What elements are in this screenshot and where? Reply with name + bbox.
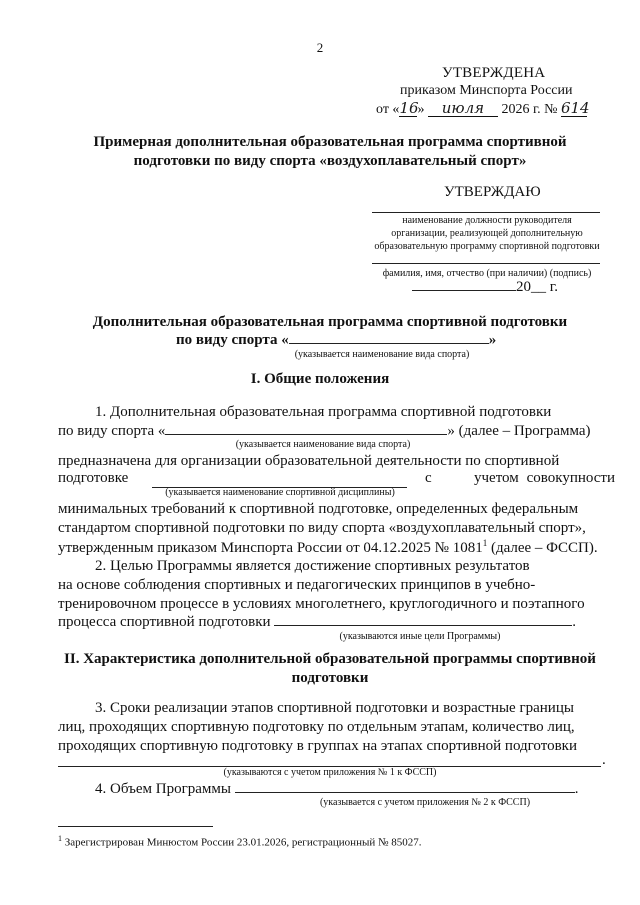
s1-p1-l5: минимальных требований к спортивной подготовке, определенных федеральным <box>58 501 579 517</box>
page-number: 2 <box>316 40 324 55</box>
approve-caption-l2: организации, реализующей дополнительную <box>391 228 583 239</box>
s1-caption-discipline: (указывается наименование спортивной дисциплины) <box>165 487 395 498</box>
s1-p2-l1: 2. Целью Программы является достижение спортивных результатов <box>95 558 530 574</box>
s2-p4-suffix: . <box>574 781 579 797</box>
approve-caption-name: фамилия, имя, отчество (при наличии) (подпись) <box>382 268 592 279</box>
doc-sport-field <box>289 343 489 344</box>
approval-day: 16 <box>399 99 419 117</box>
s1-p1-l7-suffix: (далее – ФССП). <box>487 540 598 556</box>
section2-heading-l1: II. Характеристика дополнительной образовательной программы спортивной <box>64 651 596 667</box>
program-title <box>60 133 600 171</box>
s1-p1-l1: 1. Дополнительная образовательная программа спортивной подготовки <box>95 404 552 420</box>
s2-caption-ages: (указываются с учетом приложения № 1 к ФССП) <box>223 767 437 778</box>
s1-p1-suffix: » (далее – Программа) <box>447 423 591 439</box>
approval-date-line <box>376 99 590 119</box>
s1-p1-l4-c: с <box>425 470 432 486</box>
s1-p2-l2: на основе соблюдения спортивных и педагогических принципов в учебно- <box>58 577 536 593</box>
section2-heading-l2: подготовки <box>291 670 369 686</box>
doc-title-caption: (указывается наименование вида спорта) <box>294 349 470 360</box>
approval-from: от « <box>376 102 400 117</box>
s1-p1-l6: стандартом спортивной подготовки по виду спорта «воздухоплавательный спорт», <box>58 520 586 536</box>
s1-p2-l4-suffix: . <box>572 614 577 630</box>
approval-order-line: приказом Минспорта России <box>400 83 573 98</box>
doc-title-suffix: » <box>488 332 497 348</box>
s1-p1-l7 <box>58 538 598 557</box>
approve-date <box>412 279 558 296</box>
doc-title-line1: Дополнительная образовательная программа спортивной подготовки <box>92 314 568 330</box>
approve-name-line <box>372 263 600 264</box>
approve-caption-position <box>358 214 616 253</box>
s2-p3-l4-suffix: . <box>602 752 606 768</box>
approve-heading: УТВЕРЖДАЮ <box>444 184 541 200</box>
s2-caption-volume: (указывается с учетом приложения № 2 к ФССП) <box>319 797 531 808</box>
footnote-text: Зарегистрирован Минюстом России 23.01.2026, регистрационный № 85027. <box>62 836 422 849</box>
section2-heading <box>30 650 630 688</box>
program-title-line1: Примерная дополнительная образовательная программа спортивной <box>93 134 567 150</box>
approval-title: УТВЕРЖДЕНА <box>442 65 546 81</box>
approval-close-quote: » <box>417 102 425 117</box>
s1-p1-l7-text: утвержденным приказом Минспорта России от 04.12.2025 № 1081 <box>58 540 483 556</box>
approve-caption-l1: наименование должности руководителя <box>402 215 572 226</box>
approve-date-line <box>412 290 516 291</box>
s2-p3-l1: 3. Сроки реализации этапов спортивной подготовки и возрастные границы <box>95 700 574 716</box>
approve-date-text: 20__ г. <box>516 279 558 295</box>
s1-p1-l4-sov: совокупности <box>526 470 615 486</box>
approval-number: 614 <box>560 99 590 117</box>
program-title-line2: подготовки по виду спорта «воздухоплавательный спорт» <box>133 153 527 169</box>
s2-volume-field <box>235 792 575 793</box>
s1-goals-field <box>274 625 572 626</box>
s1-caption-sport: (указывается наименование вида спорта) <box>235 439 411 450</box>
footnote-ref[interactable]: 1 <box>482 538 488 548</box>
s1-p1-l4-prefix: подготовке <box>58 470 129 486</box>
s1-p2-l4-prefix: процесса спортивной подготовки <box>58 614 271 630</box>
s2-p3-l2: лиц, проходящих спортивную подготовку по отдельным этапам, количество лиц, <box>58 719 575 735</box>
s1-p2-l4 <box>58 614 576 631</box>
s1-p1-prefix: по виду спорта « <box>58 423 166 439</box>
footnote <box>58 834 421 849</box>
s1-caption-goals: (указываются иные цели Программы) <box>339 631 501 642</box>
s2-p3-l3: проходящих спортивную подготовку в группах на этапах спортивной подготовки <box>58 738 577 754</box>
s1-p2-l3: тренировочном процессе в условиях многолетнего, круглогодичного и поэтапного <box>58 596 585 612</box>
doc-title-prefix: по виду спорта « <box>176 332 289 348</box>
doc-title-line2 <box>176 332 496 349</box>
approval-month: июля <box>428 100 498 117</box>
s1-sport-field <box>165 434 447 435</box>
s1-p1-l4-uch: учетом <box>474 470 519 486</box>
section1-heading: I. Общие положения <box>250 371 390 387</box>
footnote-marker: 1 <box>58 834 62 843</box>
approve-caption-l3: образовательную программу спортивной подготовки <box>374 241 600 252</box>
approve-position-line <box>372 212 600 213</box>
s2-p4 <box>95 781 578 798</box>
footnote-separator <box>58 826 213 827</box>
approval-year: 2026 г. № <box>501 102 558 117</box>
s2-p4-prefix: 4. Объем Программы <box>95 781 231 797</box>
s1-p1-l3: предназначена для организации образовательной деятельности по спортивной <box>58 453 560 469</box>
